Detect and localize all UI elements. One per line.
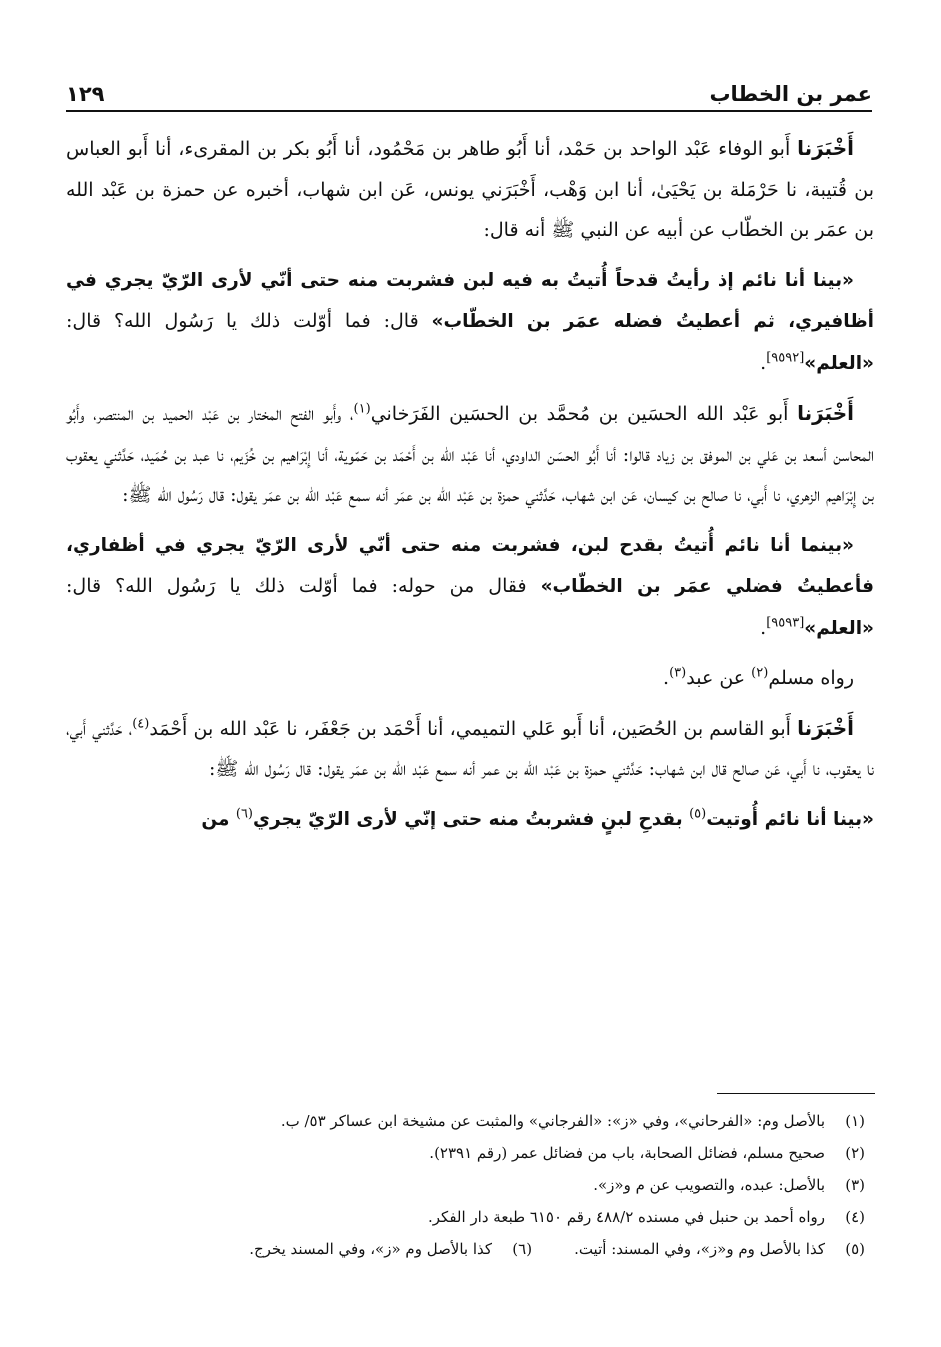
attribution-paragraph: [66, 658, 874, 699]
page-number: ١٢٩: [66, 82, 105, 106]
question-text: فقال من حوله: فما أوّلت ذلك يا رَسُول الله؟ قال:: [66, 575, 541, 597]
answer-text: «العلم»: [804, 617, 874, 639]
hadith-paragraph-1: [66, 260, 874, 385]
sentence-end: .: [760, 616, 767, 639]
footnote-text: صحيح مسلم، فضائل الصحابة، باب من فضائل عمر (رقم ٢٣٩١).: [429, 1144, 825, 1162]
isnad-paragraph-1: [66, 128, 874, 251]
footnote-marker: (٣): [669, 665, 687, 681]
isnad-paragraph-2: [66, 393, 874, 516]
hadith-paragraph-2: [66, 525, 874, 650]
isnad-paragraph-3: [66, 708, 874, 790]
footnote-number: (٢): [845, 1144, 865, 1162]
question-text: قال: فما أوّلت ذلك يا رَسُول الله؟ قال:: [66, 310, 432, 332]
answer-text: «العلم»: [804, 352, 874, 374]
hadith-paragraph-3: [66, 799, 874, 841]
isnad-text-continued: ، وأَبو الفتح المختار بن عَبْد الحميد بن المنتصر، وأَبُو المحاسن أسعد بن عَلي بن الموفق بن زياد قالوا: أنا أَبُو الحسَن الداودي، أنا عَبْد الله بن أَحْمَد بن حَمّوية، أنا إِبْرَاهيم بن خُزَيم، نا عبد بن حُمَيد، حَدَّثني يعقوب بن إِبْرَاهيم الزهري، نا أَبي، نا صالح بن كيسان، عَن ابن شهاب، حَدَّثني حمزة بن عَبْد الله بن عمَر أنه سمع عَبْد الله بن عمَر يقول: قال رَسُول الله ﷺ:: [66, 403, 874, 506]
footnote-4: [75, 1201, 865, 1233]
footnote-text: رواه أحمد بن حنبل في مسنده ٤٨٨/٢ رقم ٦١٥٠ طبعة دار الفكر.: [428, 1208, 825, 1226]
sentence-end: .: [663, 667, 670, 689]
isnad-text: أَبو القاسم بن الحُصَين، أنا أَبو عَلي التميمي، أنا أَحْمَد بن جَعْفَر، نا عَبْد الله بن أَحْمَد: [149, 717, 798, 740]
hadith-text: «بينما أنا نائم أُتيتُ بقدح لبن، فشربت منه حتى أنّي لأرى الرّيّ يجري في أظفاري، فأعطيتُ فضلي عمَر بن الخطّاب»: [66, 534, 874, 597]
footnote-number: (٤): [845, 1208, 865, 1226]
isnad-text-continued: ، حَدَّثني أَبي، نا يعقوب، نا أَبي، عَن صالح قال ابن شهاب: حَدَّثني حمزة بن عَبْد الله بن عمر أنه سمع عَبْد الله بن عمَر يقول: قال رَسُول الله ﷺ:: [66, 717, 874, 780]
hadith-reference-number: [٩٥٩٣]: [766, 615, 805, 631]
footnote-text: كذا بالأصل وم «ز»، وفي المسند يخرج.: [249, 1240, 493, 1258]
hadith-text-end: من: [201, 808, 236, 830]
akhbarana-word: أَخْبَرَنا: [797, 136, 854, 160]
footnote-number: (١): [845, 1112, 865, 1130]
footnote-text: بالأصل: عبده، والتصويب عن م و«ز».: [593, 1176, 825, 1194]
main-text: [66, 128, 874, 849]
hadith-text-continued: بقدحِ لبنٍ فشربتُ منه حتى إنّي لأرى الرّيّ يجري: [253, 808, 690, 830]
isnad-text: أَبو عَبْد الله الحسَين بن مُحمَّد بن الحسَين الفَرَخاني: [370, 403, 798, 425]
hadith-reference-number: [٩٥٩٢]: [766, 350, 805, 366]
attribution-text-continued: عن عبد: [686, 667, 752, 689]
footnote-number: (٣): [845, 1176, 865, 1194]
footnote-marker: (٤): [132, 716, 150, 732]
footnote-marker: (٥): [689, 806, 707, 822]
footnote-marker: (٢): [751, 665, 769, 681]
footnote-marker: (١): [353, 401, 371, 417]
footnote-marker: (٦): [235, 806, 253, 822]
hadith-text: «بينا أنا نائم إذ رأيتُ قدحاً أُتيتُ به فيه لبن فشربت منه حتى أنّي لأرى الرّيّ يجري في أظافيري، ثم أعطيتُ فضله عمَر بن الخطّاب»: [66, 269, 874, 332]
footnote-2: [75, 1137, 865, 1169]
footnote-separator: [717, 1093, 875, 1094]
footnotes: [75, 1105, 865, 1265]
footnote-number: (٥): [845, 1240, 865, 1258]
running-title: عمر بن الخطاب: [709, 82, 872, 106]
page-header: [66, 66, 872, 112]
attribution-text: رواه مسلم: [768, 667, 854, 689]
hadith-text: «بينا أنا نائم أُوتيت: [706, 808, 874, 830]
sentence-end: .: [760, 351, 767, 374]
akhbarana-word: أَخْبَرَنا: [797, 401, 854, 425]
footnote-number: (٦): [512, 1240, 533, 1258]
isnad-text: أَبو الوفاء عَبْد الواحد بن حَمْد، أنا أَبُو طاهر بن مَحْمُود، أنا أَبُو بكر بن المقرىء، أنا أَبو العباس بن قُتيبة، نا حَرْمَلة بن يَحْيَىٰ، أنا ابن وَهْب، أَخْبَرَني يونس، عَن ابن شهاب، أخبره عن حمزة بن عَبْد الله بن عمَر بن الخطّاب عن أبيه عن النبي ﷺ أنه قال:: [66, 138, 874, 241]
footnote-5-6: [75, 1233, 865, 1265]
footnote-text: كذا بالأصل وم و«ز»، وفي المسند: أتيت.: [574, 1240, 825, 1258]
footnote-3: [75, 1169, 865, 1201]
footnote-text: بالأصل وم: «الفرحاني»، وفي «ز»: «الفرجاني» والمثبت عن مشيخة ابن عساكر ٥٣/ ب.: [280, 1112, 825, 1130]
footnote-1: [75, 1105, 865, 1137]
akhbarana-word: أَخْبَرَنا: [797, 715, 854, 740]
